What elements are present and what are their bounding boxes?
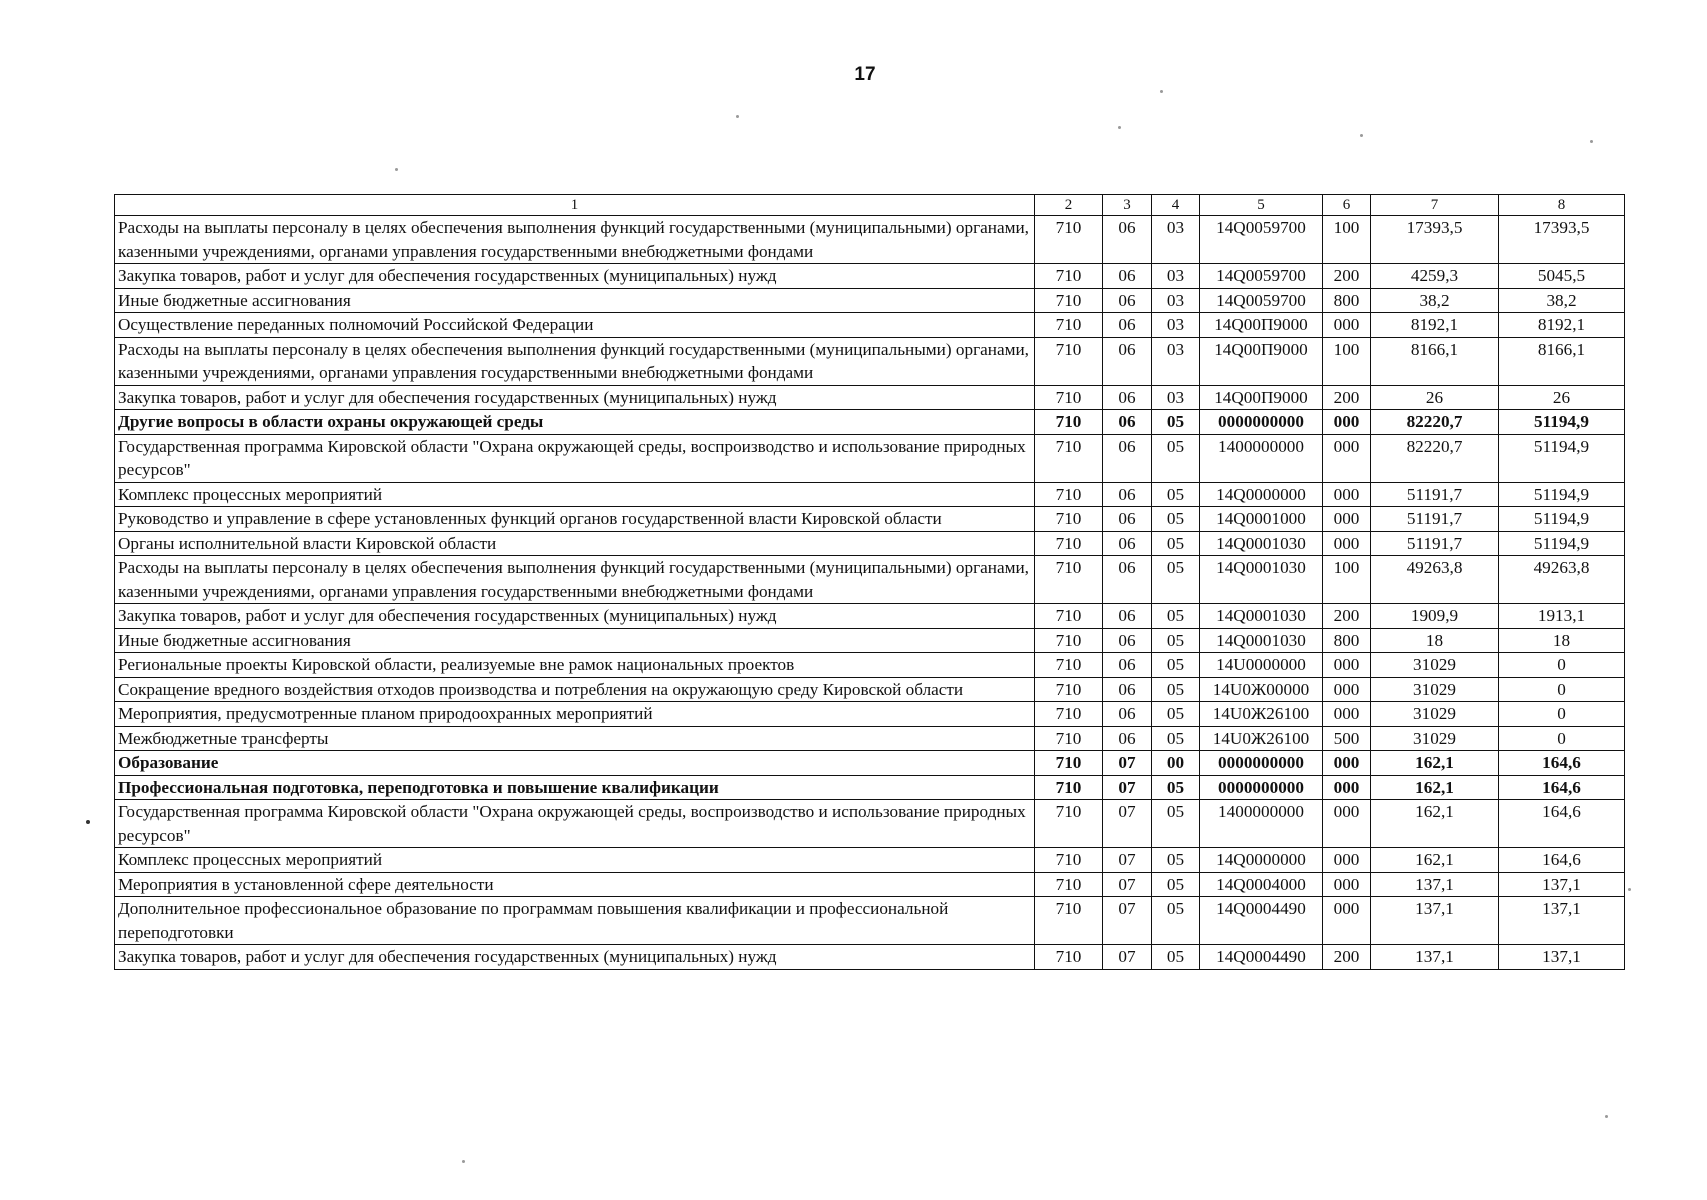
row-value-cell: 000 [1323,677,1371,702]
row-value-cell: 14Q0000000 [1200,848,1323,873]
row-value-cell: 8192,1 [1371,313,1499,338]
table-row [115,288,1625,313]
row-value-cell: 200 [1323,385,1371,410]
table-row [115,702,1625,727]
row-name-cell: Комплекс процессных мероприятий [115,482,1035,507]
row-value-cell: 26 [1371,385,1499,410]
row-value-cell: 03 [1152,337,1200,385]
scan-speck [736,115,739,118]
row-name-cell: Осуществление переданных полномочий Российской Федерации [115,313,1035,338]
row-value-cell: 8166,1 [1499,337,1625,385]
header-cell: 5 [1200,195,1323,216]
row-name-cell: Государственная программа Кировской области "Охрана окружающей среды, воспроизводство и использование природных ресурсов" [115,800,1035,848]
row-value-cell: 07 [1103,775,1152,800]
row-value-cell: 49263,8 [1499,556,1625,604]
row-name-cell: Закупка товаров, работ и услуг для обеспечения государственных (муниципальных) нужд [115,385,1035,410]
row-value-cell: 000 [1323,434,1371,482]
row-value-cell: 18 [1499,628,1625,653]
scan-speck [1360,134,1363,137]
row-value-cell: 06 [1103,288,1152,313]
row-value-cell: 800 [1323,288,1371,313]
row-value-cell: 51194,9 [1499,410,1625,435]
row-value-cell: 14Q0059700 [1200,216,1323,264]
row-value-cell: 100 [1323,337,1371,385]
row-value-cell: 06 [1103,726,1152,751]
row-value-cell: 31029 [1371,702,1499,727]
row-name-cell: Другие вопросы в области охраны окружающей среды [115,410,1035,435]
row-value-cell: 14Q0004490 [1200,897,1323,945]
row-value-cell: 14Q0001030 [1200,556,1323,604]
header-row [115,195,1625,216]
row-value-cell: 31029 [1371,653,1499,678]
scan-speck [1628,888,1631,891]
table-row [115,337,1625,385]
row-value-cell: 03 [1152,216,1200,264]
row-value-cell: 137,1 [1371,872,1499,897]
row-value-cell: 164,6 [1499,848,1625,873]
row-value-cell: 100 [1323,216,1371,264]
row-value-cell: 710 [1035,264,1103,289]
row-value-cell: 51191,7 [1371,531,1499,556]
row-value-cell: 14Q0001000 [1200,507,1323,532]
row-value-cell: 05 [1152,628,1200,653]
row-value-cell: 14Q0000000 [1200,482,1323,507]
row-value-cell: 51194,9 [1499,507,1625,532]
row-value-cell: 05 [1152,872,1200,897]
row-value-cell: 17393,5 [1371,216,1499,264]
table-row [115,628,1625,653]
row-value-cell: 0000000000 [1200,410,1323,435]
row-name-cell: Профессиональная подготовка, переподготовка и повышение квалификации [115,775,1035,800]
row-value-cell: 000 [1323,507,1371,532]
row-value-cell: 000 [1323,848,1371,873]
scan-speck [1605,1115,1608,1118]
row-name-cell: Расходы на выплаты персоналу в целях обеспечения выполнения функций государственными (муниципальными) органами, казенными учреждениями, органами управления государственными внебюджетными фондами [115,556,1035,604]
row-value-cell: 05 [1152,897,1200,945]
table-row [115,410,1625,435]
row-name-cell: Сокращение вредного воздействия отходов производства и потребления на окружающую среду Кировской области [115,677,1035,702]
row-value-cell: 137,1 [1499,897,1625,945]
row-value-cell: 38,2 [1499,288,1625,313]
row-value-cell: 100 [1323,556,1371,604]
row-name-cell: Комплекс процессных мероприятий [115,848,1035,873]
row-value-cell: 710 [1035,751,1103,776]
row-value-cell: 0000000000 [1200,775,1323,800]
row-value-cell: 000 [1323,897,1371,945]
row-value-cell: 0 [1499,702,1625,727]
table-row [115,264,1625,289]
row-value-cell: 710 [1035,507,1103,532]
row-name-cell: Закупка товаров, работ и услуг для обеспечения государственных (муниципальных) нужд [115,604,1035,629]
budget-table [114,194,1625,970]
row-name-cell: Межбюджетные трансферты [115,726,1035,751]
scan-speck [1118,126,1121,129]
row-value-cell: 06 [1103,434,1152,482]
row-value-cell: 05 [1152,604,1200,629]
row-value-cell: 07 [1103,872,1152,897]
row-value-cell: 200 [1323,945,1371,970]
page-number: 17 [854,64,876,85]
row-value-cell: 06 [1103,264,1152,289]
row-value-cell: 51194,9 [1499,482,1625,507]
row-value-cell: 05 [1152,410,1200,435]
row-value-cell: 14Q00П9000 [1200,313,1323,338]
row-value-cell: 710 [1035,726,1103,751]
row-name-cell: Иные бюджетные ассигнования [115,628,1035,653]
row-value-cell: 710 [1035,775,1103,800]
row-value-cell: 710 [1035,872,1103,897]
row-value-cell: 05 [1152,945,1200,970]
row-value-cell: 710 [1035,800,1103,848]
scan-speck [1590,140,1593,143]
row-value-cell: 51191,7 [1371,482,1499,507]
row-value-cell: 14Q0001030 [1200,628,1323,653]
row-value-cell: 710 [1035,482,1103,507]
table-row [115,531,1625,556]
row-value-cell: 710 [1035,848,1103,873]
table-row [115,897,1625,945]
row-value-cell: 162,1 [1371,800,1499,848]
row-value-cell: 164,6 [1499,751,1625,776]
row-value-cell: 31029 [1371,677,1499,702]
table-row [115,872,1625,897]
header-cell: 8 [1499,195,1625,216]
row-value-cell: 07 [1103,945,1152,970]
row-value-cell: 1913,1 [1499,604,1625,629]
table-row [115,313,1625,338]
row-value-cell: 14U0000000 [1200,653,1323,678]
row-name-cell: Мероприятия, предусмотренные планом природоохранных мероприятий [115,702,1035,727]
row-value-cell: 162,1 [1371,848,1499,873]
row-value-cell: 500 [1323,726,1371,751]
table-row [115,482,1625,507]
row-value-cell: 14U0Ж00000 [1200,677,1323,702]
row-value-cell: 137,1 [1371,945,1499,970]
row-value-cell: 0 [1499,653,1625,678]
row-value-cell: 14Q0004490 [1200,945,1323,970]
row-value-cell: 05 [1152,507,1200,532]
row-value-cell: 18 [1371,628,1499,653]
row-value-cell: 137,1 [1499,872,1625,897]
table-row [115,848,1625,873]
row-value-cell: 31029 [1371,726,1499,751]
row-value-cell: 05 [1152,556,1200,604]
row-value-cell: 710 [1035,897,1103,945]
row-value-cell: 710 [1035,337,1103,385]
row-value-cell: 8192,1 [1499,313,1625,338]
row-value-cell: 710 [1035,434,1103,482]
row-value-cell: 164,6 [1499,800,1625,848]
row-value-cell: 14Q0059700 [1200,288,1323,313]
table-row [115,775,1625,800]
row-value-cell: 82220,7 [1371,434,1499,482]
row-value-cell: 05 [1152,848,1200,873]
row-value-cell: 06 [1103,531,1152,556]
row-value-cell: 14U0Ж26100 [1200,726,1323,751]
header-cell: 1 [115,195,1035,216]
row-value-cell: 05 [1152,531,1200,556]
row-value-cell: 06 [1103,677,1152,702]
row-value-cell: 710 [1035,313,1103,338]
row-value-cell: 05 [1152,726,1200,751]
row-value-cell: 000 [1323,775,1371,800]
row-value-cell: 1400000000 [1200,800,1323,848]
table-row [115,653,1625,678]
row-value-cell: 14Q0004000 [1200,872,1323,897]
row-value-cell: 000 [1323,751,1371,776]
table-row [115,507,1625,532]
row-value-cell: 710 [1035,216,1103,264]
row-value-cell: 710 [1035,410,1103,435]
row-value-cell: 14Q0001030 [1200,531,1323,556]
row-value-cell: 137,1 [1371,897,1499,945]
row-value-cell: 164,6 [1499,775,1625,800]
row-value-cell: 06 [1103,604,1152,629]
row-value-cell: 17393,5 [1499,216,1625,264]
row-name-cell: Органы исполнительной власти Кировской области [115,531,1035,556]
row-value-cell: 000 [1323,313,1371,338]
row-value-cell: 05 [1152,482,1200,507]
table-row [115,385,1625,410]
header-cell: 7 [1371,195,1499,216]
row-value-cell: 710 [1035,556,1103,604]
row-value-cell: 06 [1103,653,1152,678]
row-name-cell: Мероприятия в установленной сфере деятельности [115,872,1035,897]
row-value-cell: 800 [1323,628,1371,653]
row-value-cell: 14Q0059700 [1200,264,1323,289]
table-row [115,556,1625,604]
row-value-cell: 06 [1103,385,1152,410]
row-name-cell: Иные бюджетные ассигнования [115,288,1035,313]
row-value-cell: 82220,7 [1371,410,1499,435]
row-value-cell: 03 [1152,385,1200,410]
row-value-cell: 06 [1103,507,1152,532]
row-value-cell: 06 [1103,313,1152,338]
row-value-cell: 06 [1103,628,1152,653]
row-value-cell: 5045,5 [1499,264,1625,289]
row-value-cell: 14Q00П9000 [1200,337,1323,385]
row-value-cell: 06 [1103,337,1152,385]
row-value-cell: 4259,3 [1371,264,1499,289]
row-value-cell: 05 [1152,434,1200,482]
row-name-cell: Государственная программа Кировской области "Охрана окружающей среды, воспроизводство и использование природных ресурсов" [115,434,1035,482]
row-value-cell: 200 [1323,264,1371,289]
row-value-cell: 162,1 [1371,775,1499,800]
row-value-cell: 06 [1103,702,1152,727]
row-value-cell: 05 [1152,775,1200,800]
row-value-cell: 000 [1323,482,1371,507]
row-value-cell: 05 [1152,702,1200,727]
row-value-cell: 710 [1035,604,1103,629]
row-value-cell: 07 [1103,751,1152,776]
table-row [115,677,1625,702]
row-value-cell: 14Q0001030 [1200,604,1323,629]
row-value-cell: 710 [1035,288,1103,313]
row-value-cell: 26 [1499,385,1625,410]
row-value-cell: 14U0Ж26100 [1200,702,1323,727]
row-name-cell: Закупка товаров, работ и услуг для обеспечения государственных (муниципальных) нужд [115,945,1035,970]
row-value-cell: 06 [1103,410,1152,435]
row-value-cell: 51194,9 [1499,531,1625,556]
row-value-cell: 000 [1323,702,1371,727]
row-value-cell: 000 [1323,653,1371,678]
row-value-cell: 137,1 [1499,945,1625,970]
table-row [115,800,1625,848]
row-name-cell: Расходы на выплаты персоналу в целях обеспечения выполнения функций государственными (муниципальными) органами, казенными учреждениями, органами управления государственными внебюджетными фондами [115,337,1035,385]
table-row [115,604,1625,629]
row-value-cell: 07 [1103,848,1152,873]
row-value-cell: 710 [1035,531,1103,556]
scan-speck [462,1160,465,1163]
row-name-cell: Региональные проекты Кировской области, реализуемые вне рамок национальных проектов [115,653,1035,678]
row-name-cell: Расходы на выплаты персоналу в целях обеспечения выполнения функций государственными (муниципальными) органами, казенными учреждениями, органами управления государственными внебюджетными фондами [115,216,1035,264]
row-value-cell: 8166,1 [1371,337,1499,385]
table-row [115,434,1625,482]
row-value-cell: 710 [1035,385,1103,410]
row-value-cell: 03 [1152,288,1200,313]
row-value-cell: 06 [1103,482,1152,507]
row-value-cell: 000 [1323,800,1371,848]
scan-speck [395,168,398,171]
row-value-cell: 000 [1323,872,1371,897]
header-cell: 3 [1103,195,1152,216]
table-row [115,216,1625,264]
row-name-cell: Руководство и управление в сфере установленных функций органов государственной власти Кировской области [115,507,1035,532]
row-value-cell: 0 [1499,726,1625,751]
table-row [115,945,1625,970]
header-cell: 4 [1152,195,1200,216]
row-value-cell: 162,1 [1371,751,1499,776]
table-row [115,726,1625,751]
scan-speck [86,820,90,824]
scan-speck [1160,90,1163,93]
row-name-cell: Образование [115,751,1035,776]
header-cell: 2 [1035,195,1103,216]
header-cell: 6 [1323,195,1371,216]
row-value-cell: 1400000000 [1200,434,1323,482]
row-value-cell: 07 [1103,897,1152,945]
row-value-cell: 38,2 [1371,288,1499,313]
row-value-cell: 0 [1499,677,1625,702]
row-value-cell: 14Q00П9000 [1200,385,1323,410]
row-value-cell: 03 [1152,313,1200,338]
row-value-cell: 51194,9 [1499,434,1625,482]
row-value-cell: 05 [1152,653,1200,678]
row-value-cell: 0000000000 [1200,751,1323,776]
row-value-cell: 710 [1035,677,1103,702]
row-value-cell: 710 [1035,628,1103,653]
row-value-cell: 200 [1323,604,1371,629]
row-value-cell: 49263,8 [1371,556,1499,604]
row-name-cell: Закупка товаров, работ и услуг для обеспечения государственных (муниципальных) нужд [115,264,1035,289]
row-name-cell: Дополнительное профессиональное образование по программам повышения квалификации и профессиональной переподготовки [115,897,1035,945]
row-value-cell: 710 [1035,702,1103,727]
row-value-cell: 06 [1103,556,1152,604]
row-value-cell: 51191,7 [1371,507,1499,532]
row-value-cell: 000 [1323,531,1371,556]
table-row [115,751,1625,776]
row-value-cell: 03 [1152,264,1200,289]
row-value-cell: 1909,9 [1371,604,1499,629]
row-value-cell: 710 [1035,945,1103,970]
row-value-cell: 05 [1152,800,1200,848]
row-value-cell: 000 [1323,410,1371,435]
row-value-cell: 07 [1103,800,1152,848]
row-value-cell: 00 [1152,751,1200,776]
row-value-cell: 05 [1152,677,1200,702]
table-body [115,195,1625,970]
row-value-cell: 06 [1103,216,1152,264]
row-value-cell: 710 [1035,653,1103,678]
